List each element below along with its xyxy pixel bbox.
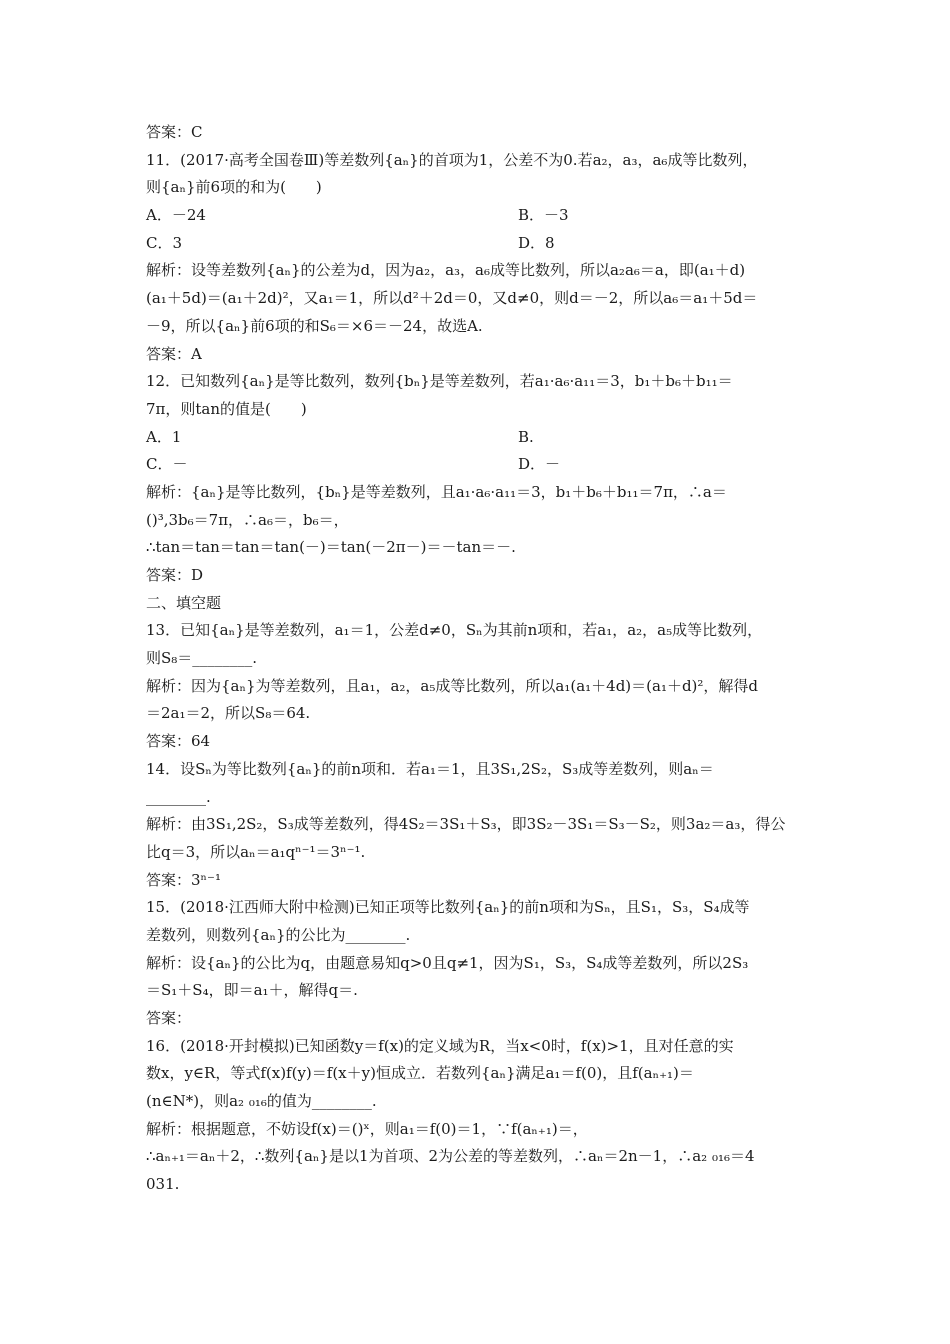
- question-14-stem-cont: ________.: [146, 787, 211, 806]
- question-14-stem: 14．设Sₙ为等比数列{aₙ}的前n项和．若a₁＝1，且3S₁,2S₂，S₃成等差数列，则aₙ＝: [146, 759, 714, 778]
- section-heading: 二、填空题: [146, 593, 222, 612]
- option-c: C．－: [146, 455, 188, 474]
- question-12-options-row-2: [146, 451, 818, 479]
- option-a: A．1: [146, 427, 182, 446]
- solution-15-line-2: ＝S₁＋S₄，即＝a₁＋，解得q＝.: [146, 981, 358, 1000]
- answer-line: 答案：: [146, 1009, 192, 1027]
- document-content: [146, 119, 818, 1199]
- question-15-stem-cont: 差数列，则数列{aₙ}的公比为________.: [146, 925, 411, 944]
- option-c: C．3: [146, 233, 183, 252]
- question-16-stem-cont-2: (n∈N*)，则a₂ ₀₁₆的值为________.: [146, 1092, 377, 1111]
- question-16-stem-cont: 数x，y∈R，等式f(x)f(y)＝f(x＋y)恒成立．若数列{aₙ}满足a₁＝f(0)，且f(aₙ₊₁)＝: [146, 1064, 694, 1083]
- answer-line: 答案：64: [146, 732, 211, 751]
- option-b: B．－3: [518, 206, 569, 225]
- question-13-stem: 13．已知{aₙ}是等差数列，a₁＝1，公差d≠0，Sₙ为其前n项和，若a₁，a₂，a₅成等比数列，: [146, 621, 763, 640]
- question-11-stem-cont: 则{aₙ}前6项的和为( ): [146, 178, 322, 197]
- option-a: A．－24: [146, 206, 206, 225]
- question-12-stem: 12．已知数列{aₙ}是等比数列，数列{bₙ}是等差数列，若a₁·a₆·a₁₁＝3，b₁＋b₆＋b₁₁＝: [146, 372, 733, 391]
- solution-11-line-2: (a₁＋5d)＝(a₁＋2d)²，又a₁＝1，所以d²＋2d＝0，又d≠0，则d＝－2，所以a₆＝a₁＋5d＝: [146, 289, 758, 308]
- solution-14-line-2: 比q＝3，所以aₙ＝a₁qⁿ⁻¹＝3ⁿ⁻¹.: [146, 842, 366, 861]
- answer-line: 答案：3ⁿ⁻¹: [146, 870, 221, 889]
- option-b: B.: [518, 427, 534, 446]
- solution-12-line-1: 解析：{aₙ}是等比数列，{bₙ}是等差数列，且a₁·a₆·a₁₁＝3，b₁＋b₆＋b₁₁＝7π，∴a＝: [146, 482, 727, 501]
- solution-16-line-1: 解析：根据题意，不妨设f(x)＝()ˣ，则a₁＝f(0)＝1，∵f(aₙ₊₁)＝，: [146, 1119, 588, 1138]
- question-15-stem: 15．(2018·江西师大附中检测)已知正项等比数列{aₙ}的前n项和为Sₙ，且S₁，S₃，S₄成等: [146, 898, 750, 917]
- answer-line: 答案：C: [146, 123, 203, 141]
- solution-12-line-3: ∴tan＝tan＝tan＝tan(－)＝tan(－2π－)＝－tan＝－.: [146, 538, 516, 557]
- solution-12-line-2: ()³,3b₆＝7π，∴a₆＝，b₆＝，: [146, 510, 349, 529]
- solution-15-line-1: 解析：设{aₙ}的公比为q，由题意易知q>0且q≠1，因为S₁，S₃，S₄成等差数列，所以2S₃: [146, 953, 749, 972]
- solution-14-line-1: 解析：由3S₁,2S₂，S₃成等差数列，得4S₂＝3S₁＋S₃，即3S₂－3S₁＝S₃－S₂，则3a₂＝a₃，得公: [146, 815, 786, 834]
- question-13-stem-cont: 则S₈＝________.: [146, 649, 258, 668]
- solution-16-line-3: 031.: [146, 1175, 180, 1194]
- solution-13-line-1: 解析：因为{aₙ}为等差数列，且a₁，a₂，a₅成等比数列，所以a₁(a₁＋4d)＝(a₁＋d)²，解得d: [146, 676, 759, 695]
- option-d: D．8: [518, 233, 555, 252]
- question-16-stem: 16．(2018·开封模拟)已知函数y＝f(x)的定义域为R，当x<0时，f(x)>1，且对任意的实: [146, 1036, 734, 1055]
- question-11-stem: 11．(2017·高考全国卷Ⅲ)等差数列{aₙ}的首项为1，公差不为0.若a₂，a₃，a₆成等比数列，: [146, 150, 758, 169]
- solution-11-line-3: －9，所以{aₙ}前6项的和S₆＝×6＝－24，故选A.: [146, 316, 483, 335]
- question-11-options-row-1: [146, 202, 818, 230]
- answer-line: 答案：A: [146, 344, 202, 363]
- solution-13-line-2: ＝2a₁＝2，所以S₈＝64.: [146, 704, 311, 723]
- solution-11-line-1: 解析：设等差数列{aₙ}的公差为d，因为a₂，a₃，a₆成等比数列，所以a₂a₆＝a，即(a₁＋d): [146, 261, 746, 280]
- question-11-options-row-2: [146, 230, 818, 258]
- answer-line: 答案：D: [146, 566, 204, 584]
- solution-16-line-2: ∴aₙ₊₁＝aₙ＋2，∴数列{aₙ}是以1为首项、2为公差的等差数列，∴aₙ＝2n－1，∴a₂ ₀₁₆＝4: [146, 1147, 755, 1166]
- question-12-stem-cont: 7π，则tan的值是( ): [146, 399, 307, 418]
- option-d: D．－: [518, 455, 561, 474]
- question-12-options-row-1: [146, 424, 818, 452]
